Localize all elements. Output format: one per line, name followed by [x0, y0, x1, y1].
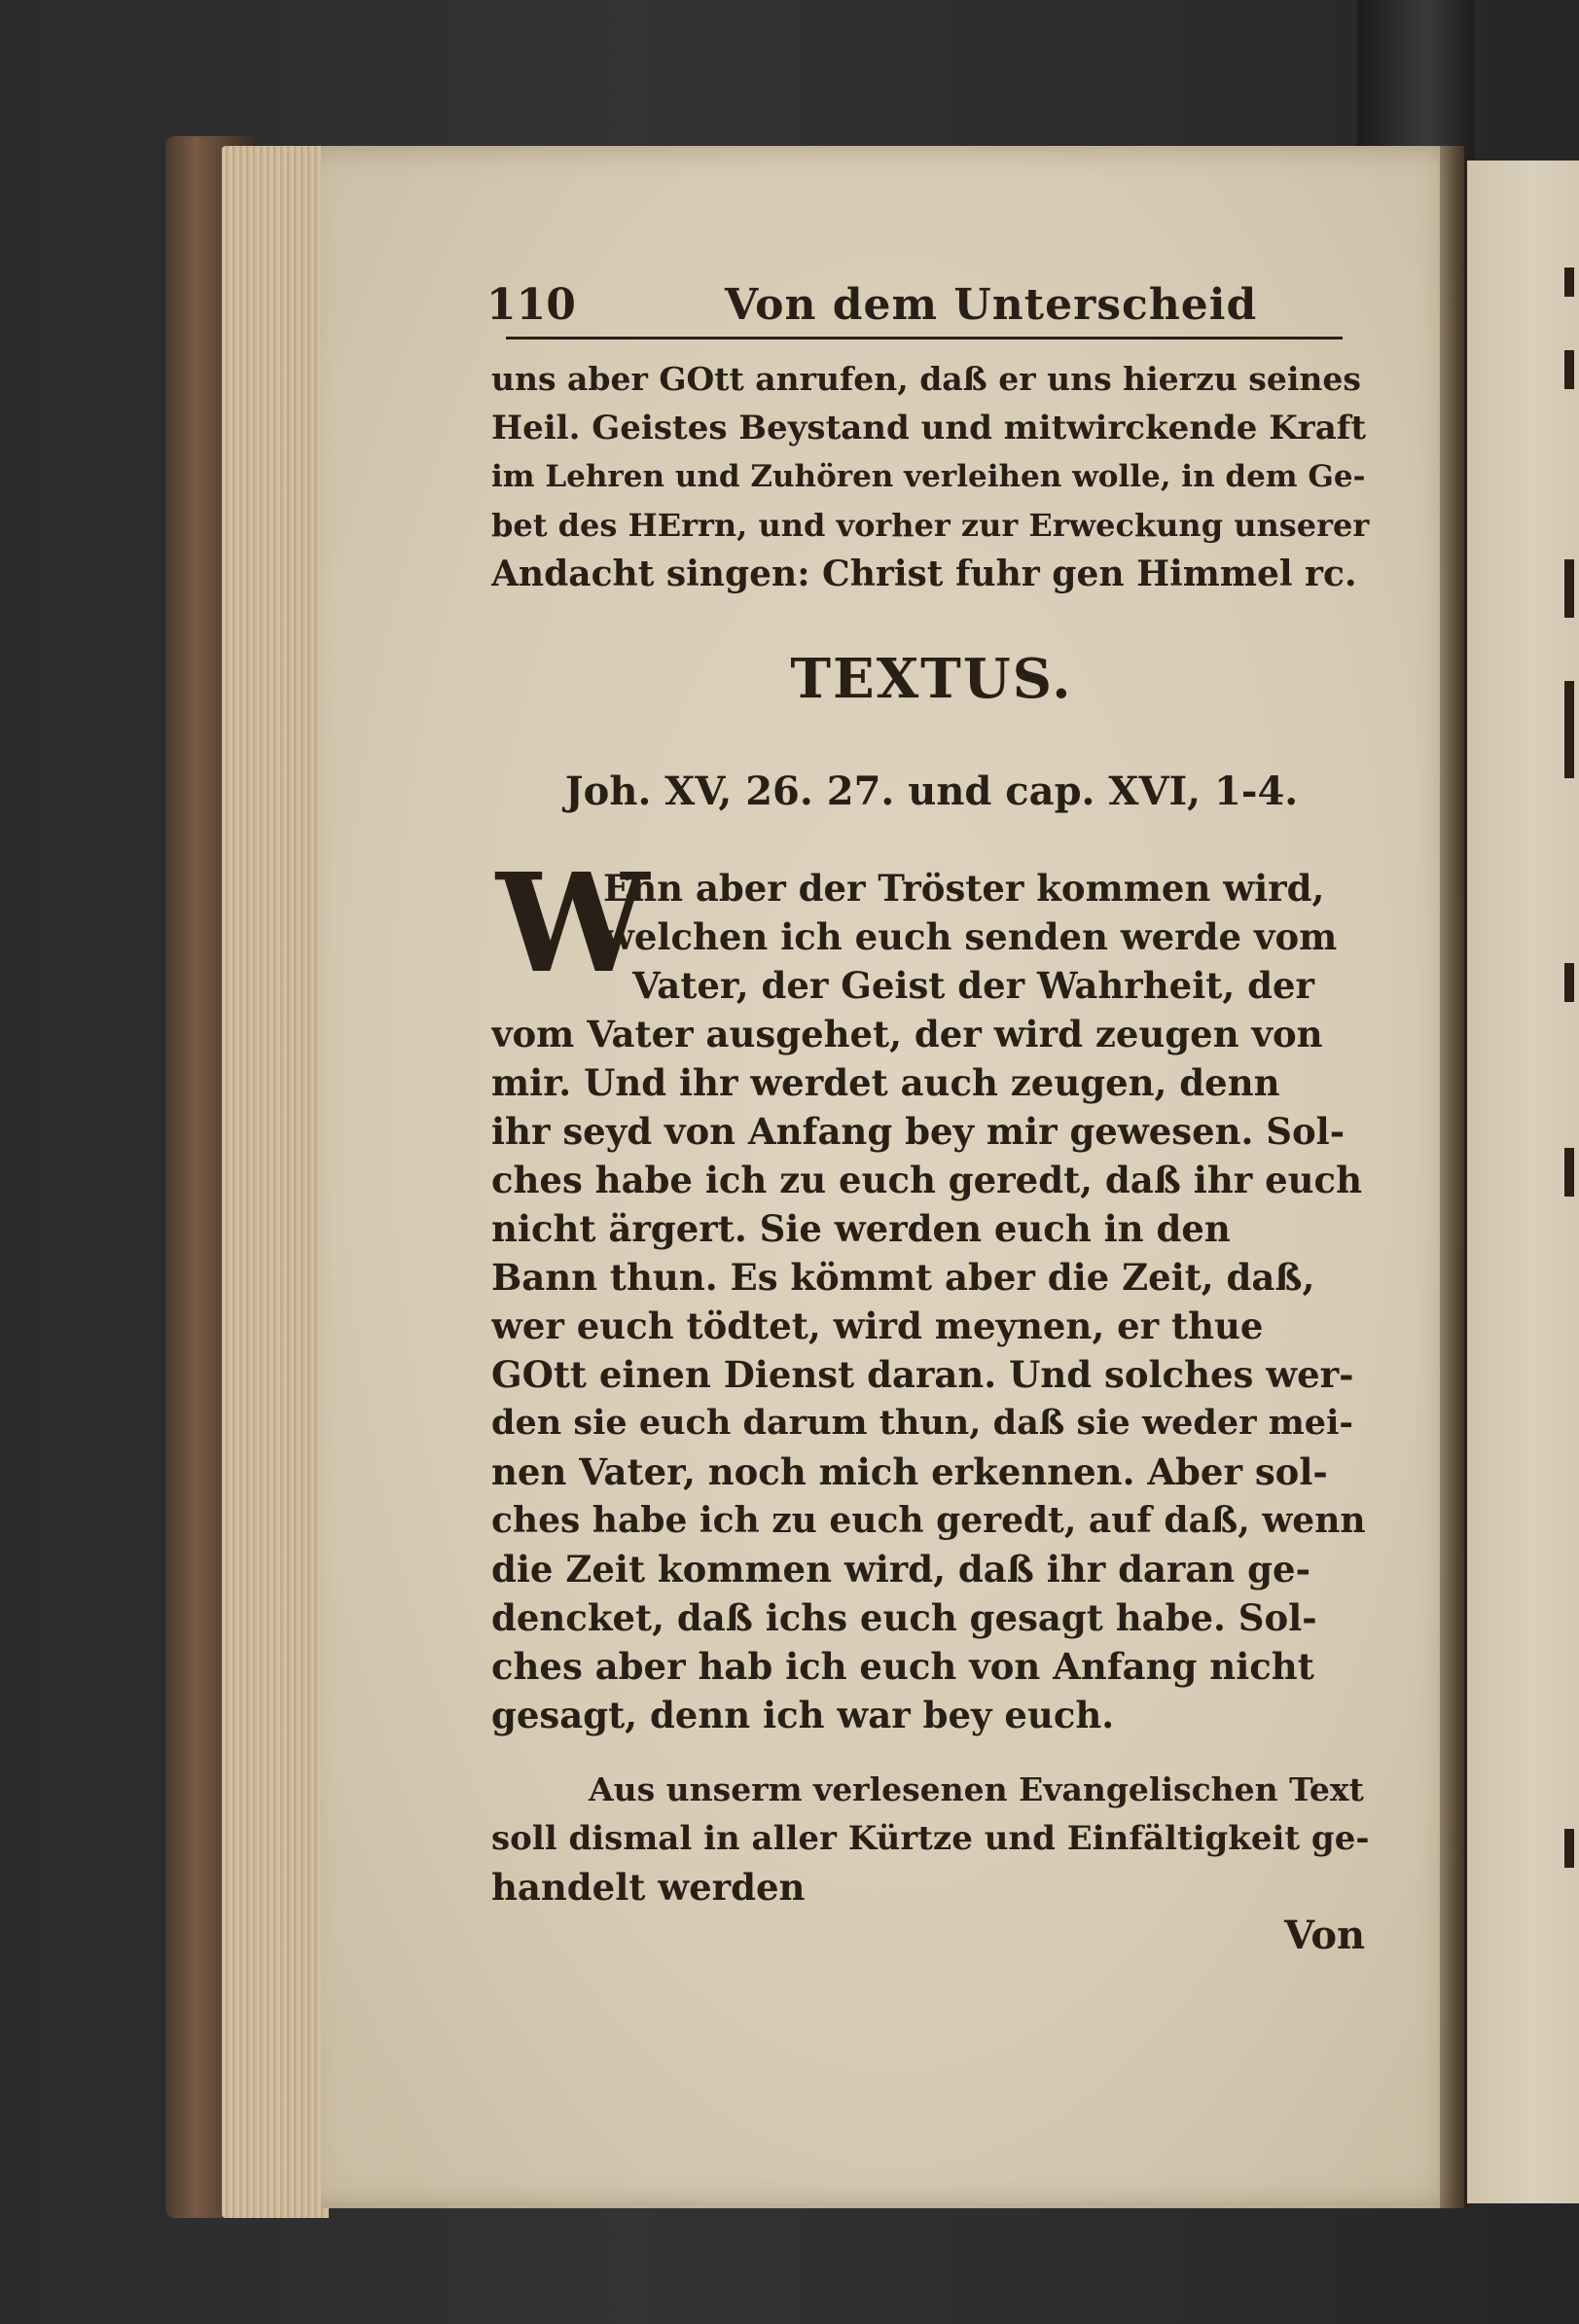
closing-paragraph	[491, 1766, 1372, 1912]
section-title: TEXTUS.	[790, 647, 1073, 711]
text-line: bet des HErrn, und vorher zur Erweckung unserer	[491, 507, 1370, 544]
text-line: mir. Und ihr werdet auch zeugen, denn	[491, 1061, 1280, 1104]
text-line: Bann thun. Es kömmt aber die Zeit, daß,	[491, 1256, 1315, 1299]
facing-page-text-fragment	[1564, 1829, 1574, 1868]
text-line: Heil. Geistes Beystand und mitwirckende Kraft	[491, 409, 1367, 447]
page-edges	[222, 146, 329, 2218]
text-line: die Zeit kommen wird, daß ihr daran ge-	[491, 1548, 1310, 1591]
intro-paragraph	[491, 355, 1372, 598]
scripture-paragraph	[491, 1010, 1372, 1739]
text-line: wer euch tödtet, wird meynen, er thue	[491, 1305, 1264, 1347]
facing-page-text-fragment	[1564, 350, 1574, 389]
text-line: den sie euch darum thun, daß sie weder mei-	[491, 1403, 1353, 1443]
text-line: gesagt, denn ich war bey euch.	[491, 1694, 1115, 1736]
facing-page-text-fragment	[1564, 268, 1574, 297]
facing-page-text-fragment	[1564, 681, 1574, 778]
background-strip	[1357, 0, 1474, 165]
text-line: nen Vater, noch mich erkennen. Aber sol-	[491, 1450, 1328, 1493]
text-line: ihr seyd von Anfang bey mir gewesen. Sol-	[491, 1110, 1346, 1153]
text-line: GOtt einen Dienst daran. Und solches wer-	[491, 1353, 1354, 1396]
scripture-indented-lines	[603, 864, 1372, 961]
text-line: vom Vater ausgehet, der wird zeugen von	[491, 1013, 1323, 1055]
text-line: Andacht singen: Christ fuhr gen Himmel rc.	[491, 554, 1357, 594]
running-title: Von dem Unterscheid	[725, 280, 1258, 330]
text-line: soll dismal in aller Kürtze und Einfältigkeit ge-	[491, 1819, 1370, 1858]
facing-page	[1467, 161, 1579, 2203]
page-header	[486, 280, 1343, 337]
text-line: im Lehren und Zuhören verleihen wolle, in dem Ge-	[491, 459, 1366, 494]
text-line: welchen ich euch senden werde vom	[603, 915, 1338, 958]
text-line: handelt werden	[491, 1866, 806, 1909]
text-line: dencket, daß ichs euch gesagt habe. Sol-	[491, 1596, 1317, 1639]
drop-cap: W	[496, 844, 650, 1004]
scripture-reference: Joh. XV, 26. 27. und cap. XVI, 1-4.	[564, 769, 1299, 814]
text-line: Vater, der Geist der Wahrheit, der	[632, 964, 1315, 1007]
text-line: Aus unserm verlesenen Evangelischen Text	[589, 1770, 1364, 1808]
header-rule	[506, 337, 1343, 340]
text-line: ches habe ich zu euch geredt, auf daß, wenn	[491, 1500, 1366, 1541]
facing-page-text-fragment	[1564, 963, 1574, 1002]
facing-page-text-fragment	[1564, 559, 1574, 618]
page-number: 110	[486, 280, 576, 330]
text-line: nicht ärgert. Sie werden euch in den	[491, 1207, 1231, 1250]
facing-page-text-fragment	[1564, 1148, 1574, 1197]
text-line: ches aber hab ich euch von Anfang nicht	[491, 1645, 1314, 1688]
page-gutter	[1440, 146, 1469, 2208]
text-line: Enn aber der Tröster kommen wird,	[603, 867, 1325, 910]
text-line: uns aber GOtt anrufen, daß er uns hierzu seines	[491, 360, 1361, 398]
text-line: ches habe ich zu euch geredt, daß ihr euch	[491, 1159, 1362, 1201]
catchword: Von	[1284, 1913, 1366, 1958]
scripture-indented-lines	[632, 961, 1372, 1010]
